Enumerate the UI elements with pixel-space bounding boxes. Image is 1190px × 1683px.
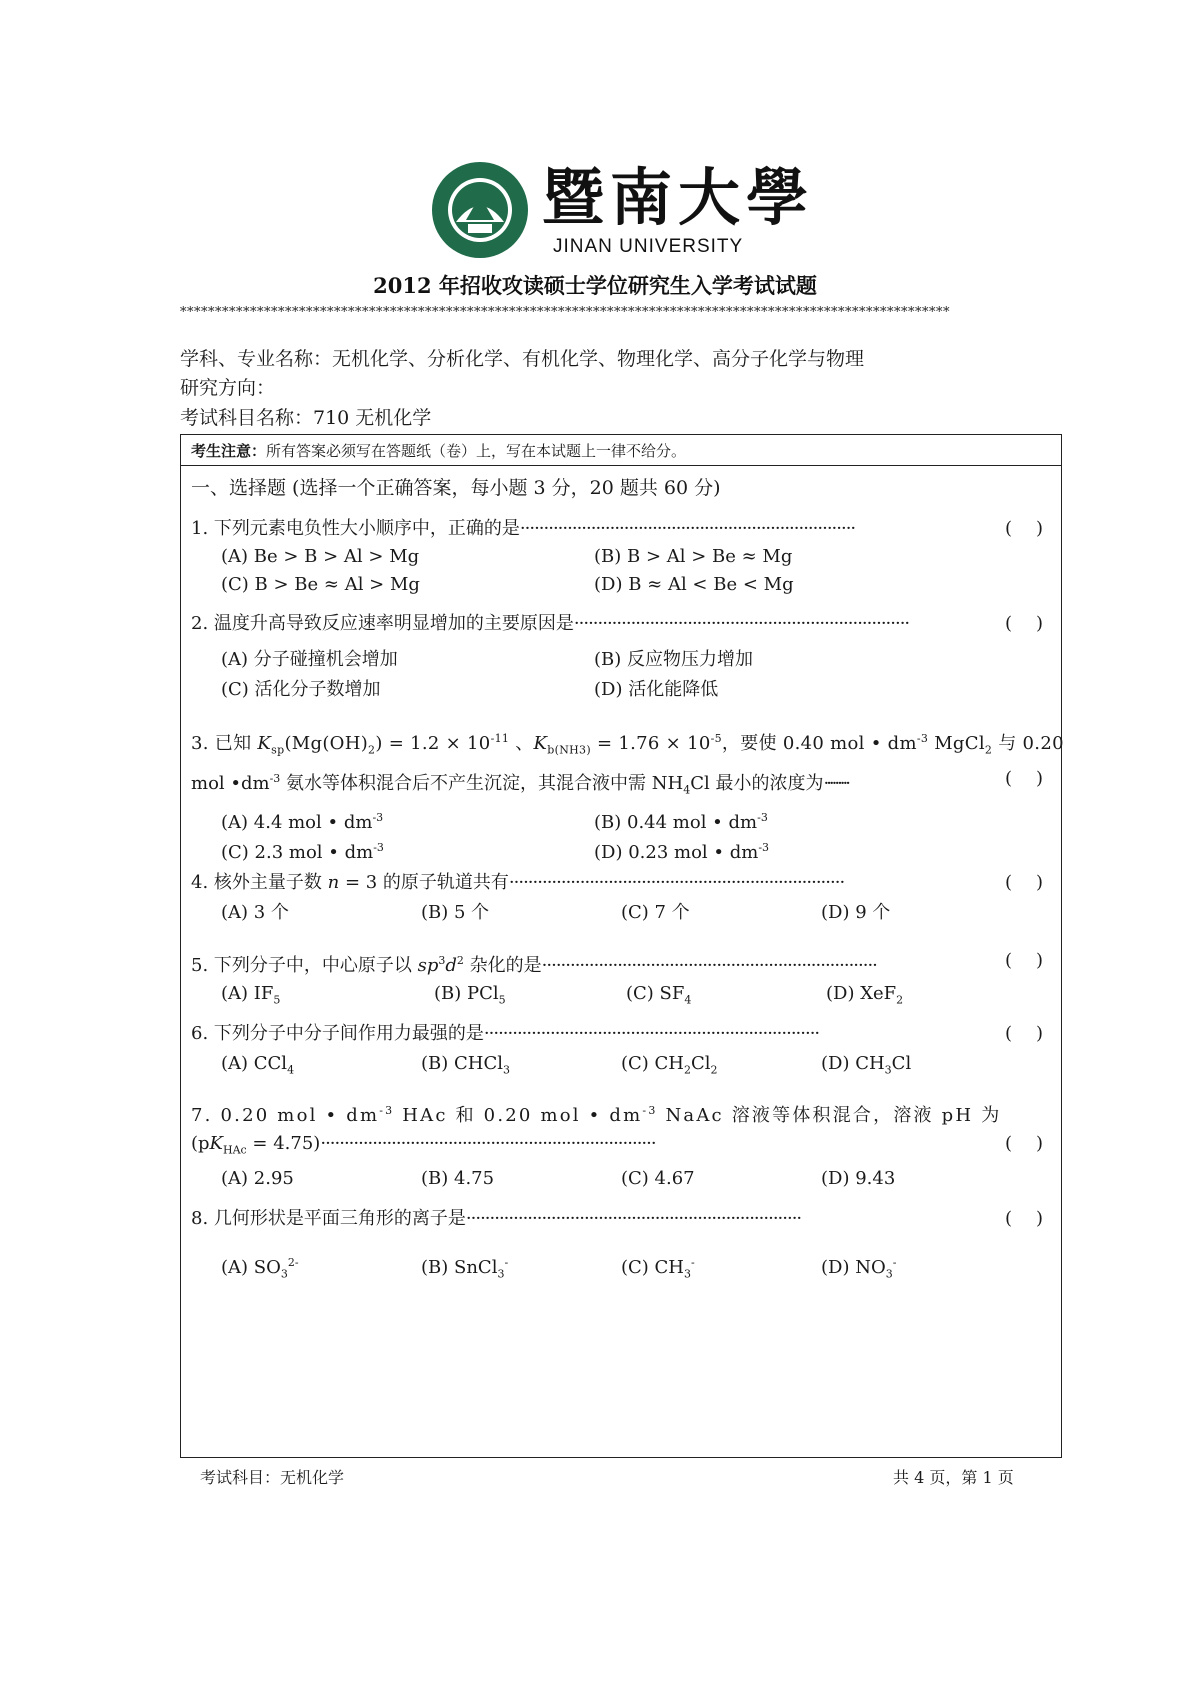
leader-dots: ·······································································: [508, 872, 845, 893]
option-c: (C) $CH_3^-$: [621, 1256, 695, 1281]
footer-subject: 考试科目：无机化学: [200, 1468, 345, 1487]
option-b: (B) 0.44 mol • $dm^{-3}$: [594, 811, 768, 834]
candidate-notice: [181, 435, 1061, 466]
answer-paren: ( ): [1005, 1208, 1043, 1229]
option-d: (D) $NO_3^-$: [821, 1256, 897, 1281]
option-c: (C) B > Be ≈ Al > Mg: [221, 574, 420, 595]
answer-paren: ( ): [1005, 950, 1043, 971]
option-a: (A) $SO_3^{2-}$: [221, 1256, 299, 1281]
question-4: 4. 核外主量子数 n = 3 的原子轨道共有······································································· ( ) (A) 3 个 (B) 5 个 (C) 7 个 (D) 9 个: [191, 869, 1053, 929]
question-stem: 8. 几何形状是平面三角形的离子是: [191, 1208, 466, 1229]
leader-dots: ·······································································: [519, 518, 856, 539]
answer-paren: ( ): [1005, 1133, 1043, 1154]
leader-dots: ·······································································: [465, 1208, 802, 1229]
question-stem: 2. 温度升高导致反应速率明显增加的主要原因是: [191, 613, 574, 634]
option-a: (A) 4.4 mol • $dm^{-3}$: [221, 811, 384, 834]
option-a: (A) 3 个: [221, 902, 289, 923]
question-7: 7. 0.20 mol • $dm^{-3}$ HAc 和 0.20 mol • $dm^{-3}$ NaAc 溶液等体积混合，溶液 pH 为 $(pK_{HAc} = 4.75)\cdot\cdot\cdot\cdot\cdot\cdot\cdot\cdot\cdot\cdot\cdot\cdot\cdot\cdot\cdot\cdot\cdot\cdot\cdot\cdot\cdot\cdot\cdot\cdot\cdot\cdot\cdot\cdot\cdot\cdot\cdot\cdot\cdot\cdot\cdot\cdot\cdot\cdot\cdot\cdot\cdot\cdot\cdot\cdot\cdot\cdot\cdot\cdot\cdot\cdot\cdot\cdot\cdot\cdot\cdot\cdot\cdot\cdot\cdot\cdot\cdot\cdot\cdot\cdot\cdot\cdot\cdot\cdot\cdot\cdot\cdot$ ( ) (A) 2.95 (B) 4.75 (C) 4.67 (D) 9.43: [191, 1097, 1053, 1195]
option-a: (A) Be > B > Al > Mg: [221, 546, 420, 567]
question-stem: 1. 下列元素电负性大小顺序中，正确的是: [191, 518, 520, 539]
option-b: (B) SnCl$_3$-: [421, 1256, 509, 1281]
university-name-chinese: 暨南大學: [542, 161, 815, 234]
answer-paren: ( ): [1005, 872, 1043, 893]
university-name-english: JINAN UNIVERSITY: [553, 236, 744, 257]
option-b: (B) 反应物压力增加: [594, 649, 753, 670]
notice-text: 所有答案必须写在答题纸（卷）上，写在本试题上一律不给分。: [266, 442, 687, 460]
star-divider: **************************************************************************************************************: [180, 305, 950, 320]
option-b: (B) 4.75: [421, 1167, 495, 1189]
question-1: [191, 515, 1053, 599]
answer-paren: ( ): [1005, 1023, 1043, 1044]
option-c: (C) $CH_2Cl_2$: [621, 1053, 718, 1077]
header: [0, 150, 1190, 270]
option-a: (A) $IF_5$: [221, 983, 281, 1007]
option-d: (D) B ≈ Al < Be < Mg: [594, 574, 794, 595]
option-d: (D) 活化能降低: [594, 679, 719, 700]
option-c: (C) 2.3 mol • $dm^{-3}$: [221, 841, 384, 864]
option-d: (D) $CH_3Cl$: [821, 1053, 912, 1077]
answer-paren: ( ): [1005, 613, 1043, 634]
option-b: (B) B > Al > Be ≈ Mg: [594, 546, 793, 567]
option-b: (B) 5 个: [421, 902, 490, 923]
option-d: (D) XeF$_2$: [826, 983, 904, 1007]
option-c: (C) 活化分子数增加: [221, 679, 381, 700]
option-d: (D) 9 个: [821, 902, 891, 923]
question-2: [191, 610, 1053, 706]
option-c: (C) 7 个: [621, 902, 690, 923]
option-c: (C) 4.67: [621, 1167, 695, 1189]
option-a: (A) 2.95: [221, 1167, 294, 1189]
leader-dots: ·······································································: [320, 1133, 656, 1154]
question-stem: 6. 下列分子中分子间作用力最强的是: [191, 1023, 484, 1044]
exam-title: 2012 年招收攻读硕士学位研究生入学考试试题: [373, 273, 817, 298]
question-3: 3. 已知 $K_{sp}(Mg(OH)_2) = 1.2 \times 10^{-11}$ 、$K_{b(NH3)} = 1.76 \times 10^{-5}$，要使 0.40 mol • $dm^{-3}$ MgCl$_2$ 与 0.20 mol $•dm^{-3}$ 氨水等体积混合后不产生沉淀，其混合液中需 $NH_4Cl$ 最小的浓度为········· ( ) (A) 4.4 mol • $dm^{-3}$ (B) 0.44 mol • $dm^{-3}$ (C) 2.3 mol • $dm^{-3}$ (D) 0.23 mol • $dm^{-3}$: [191, 725, 1053, 864]
question-6: [191, 1020, 1053, 1080]
subject-line: 学科、专业名称：无机化学、分析化学、有机化学、物理化学、高分子化学与物理: [180, 348, 865, 370]
section-title: 一、选择题 (选择一个正确答案，每小题 3 分，20 题共 60 分): [191, 477, 721, 499]
option-c: (C) $SF_4$: [626, 983, 692, 1007]
option-d: (D) 0.23 mol • $dm^{-3}$: [594, 841, 770, 864]
answer-paren: ( ): [1005, 767, 1043, 789]
option-a: (A) CCl$_4$: [221, 1053, 295, 1077]
direction-line: 研究方向：: [180, 377, 276, 399]
leader-dots: ·······································································: [483, 1023, 820, 1044]
question-box: [180, 434, 1062, 1458]
university-seal-logo: [430, 160, 530, 260]
answer-paren: ( ): [1005, 518, 1043, 539]
leader-dots: ·······································································: [573, 613, 910, 634]
option-b: (B) PCl$_5$: [434, 983, 506, 1007]
footer-page-count: 共 4 页，第 1 页: [893, 1468, 1014, 1487]
notice-label: 考生注意：: [191, 442, 267, 460]
option-b: (B) CHCl$_3$: [421, 1053, 510, 1077]
course-line: 考试科目名称：710 无机化学: [180, 407, 432, 429]
option-d: (D) 9.43: [821, 1167, 896, 1189]
question-5: 5. 下列分子中，中心原子以 $sp^3d^2$ 杂化的是······································································· ( ) (A) $IF_5$ (B) PCl$_5$ (C) $SF_4$ (D) XeF$_2$: [191, 947, 1053, 1010]
option-a: (A) 分子碰撞机会增加: [221, 649, 398, 670]
question-8: [191, 1205, 1053, 1279]
leader-dots: ·······································································: [541, 955, 877, 976]
